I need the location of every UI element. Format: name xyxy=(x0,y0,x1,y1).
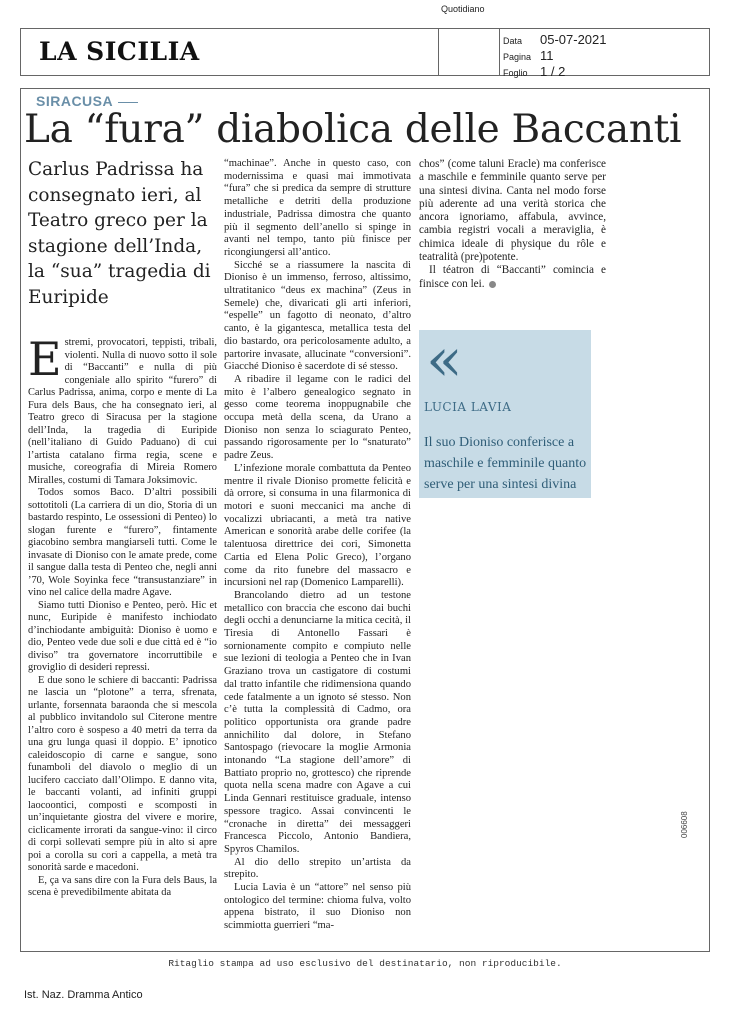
paragraph: Brancolando dietro ad un testone metallico con braccia che escono dai buchi degli occhi a denunciarne la mitica cecità, il Tiresia di Antonello Fassari è sornionamente compito e compiuto nelle sue lezioni di teologia a Penteo che in Ivan Graziano trova un castigatore di costumi dal tratto infantile che ridimensiona quando cede fatalmente a un ignoto sé stesso. Non c’è tutta la complessità di Cadmo, ora politico opportunista ora grande padre annichilito dal dolore, in Stefano Santospago (rievocare la moglie Armonia intonando “La stagione dell’amore” di Battiato proprio no, grottesco) che riprende quota nella scena madre con Agave a cui Linda Gennari restituisce graduale, intenso spessore tragico. Assai convincenti le “cronache in diretta” dei messaggeri Francesca Piccolo, Antonio Bandiera, Spyros Chamilos. xyxy=(224,589,411,855)
paragraph: Lucia Lavia è un “attore” nel senso più ontologico del termine: chioma fulva, volto appena bistrato, il suo Dioniso non scimmiotta guerrieri “ma- xyxy=(224,882,411,932)
publication-type: Quotidiano xyxy=(441,4,485,14)
drop-cap: E xyxy=(28,332,62,386)
paragraph: Siamo tutti Dioniso e Penteo, però. Hic et nunc, Euripide è manifesto inchiodato d’inchiodante ambiguità: Dioniso è uomo e dio, Penteo vede due soli e due città ed è “io diviso” tra governatore incorruttibile e groviglio di desideri repressi. xyxy=(28,599,217,673)
date-label: Data xyxy=(503,36,523,46)
subheadline: Carlus Padrissa ha consegnato ieri, al Teatro greco per la stagione dell’Inda, la “sua” tragedia di Euripide xyxy=(28,159,211,308)
section-label: SIRACUSA xyxy=(36,93,114,109)
header-divider xyxy=(438,29,439,75)
sheet-value: 1 / 2 xyxy=(540,64,566,79)
newspaper-logo: LA SICILIA xyxy=(39,37,200,66)
sheet-label: Foglio xyxy=(503,68,528,78)
paragraph: E, ça va sans dire con la Fura dels Baus, la scena è prevedibilmente abitata da xyxy=(28,874,217,898)
header-divider xyxy=(499,29,500,75)
paragraph: Al dio dello strepito un’artista da strepito. xyxy=(224,856,411,881)
pull-quote-text: Il suo Dioniso conferisce a maschile e femminile quanto serve per una sintesi divina xyxy=(424,435,587,492)
copyright-note: Ritaglio stampa ad uso esclusivo del destinatario, non riproducibile. xyxy=(168,958,562,969)
article-column-3 xyxy=(419,158,606,291)
paragraph: “machinae”. Anche in questo caso, con modernissima e quasi mai immotivata “fura” che si predica da sempre di strutture metalliche e detriti della produzione industriale, Padrissa dimostra che quanto più il segmento dell’anello si spinge in avanti nel tempo, tanto più finisce per ricongiungersi all’antico. xyxy=(224,158,411,258)
paragraph: Il téatron di “Baccanti” comincia e finisce con lei. xyxy=(419,264,606,290)
section-rule xyxy=(118,102,138,103)
article-column-1 xyxy=(28,332,217,900)
headline: La “fura” diabolica delle Baccanti xyxy=(24,107,682,152)
paragraph: Estremi, provocatori, teppisti, tribali, violenti. Nulla di nuovo sotto il sole di “Baccanti” e nulla di più congeniale allo spirito “furero” di Carlus Padrissa, anima, corpo e mente di La Fura dels Baus, che ha consegnato ieri, al Teatro greco di Siracusa per la stagione dell’Inda, la tragedia di Euripide (nell’italiano di Guido Paduano) di cui l’artista catalano firma regia, scene e musiche, coreografia di Mireia Romero Miralles, costumi di Tamara Joksimovic. xyxy=(28,332,217,486)
pull-quote-author: LUCIA LAVIA xyxy=(424,400,512,414)
paragraph: A ribadire il legame con le radici del mito è l’albero genealogico segnato in gesso come teorema inoppugnabile che occupa metà della scena, da Urano a Dioniso non senza lo sciagurato Penteo, passando rigorosamente per lo “snaturato” padre Zeus. xyxy=(224,373,411,462)
quote-mark-icon: « xyxy=(426,325,463,395)
paragraph: chos” (come taluni Eracle) ma conferisce a maschile e femminile quanto serve per una sintesi divina. Canta nel modo forse più aderente ad una verità storica che ancora ignoriamo, affabula, avvince, cambia registri vocali a meraviglia, è chimica ideale di physique du rôle e teatralità (pre)potente. xyxy=(419,158,606,264)
page-label: Pagina xyxy=(503,52,532,62)
end-mark-icon xyxy=(489,281,496,288)
date-value: 05-07-2021 xyxy=(540,32,607,47)
paragraph: Sicché se a riassumere la nascita di Dioniso è un immenso, ferroso, altissimo, ultratitanico “deus ex machina” (Zeus in Semele) che, divaricati gli arti inferiori, “espelle” un fagotto di neonato, d’altro canto, è la gigantesca, metallica testa del dio bastardo, ora pericolosamente adulto, a partorire invasate, allucinate “conversioni”. Giacché Dioniso è sacerdote di sé stesso. xyxy=(224,259,411,373)
masthead-header xyxy=(20,28,710,76)
clip-code: 006608 xyxy=(680,811,689,838)
page-value: 11 xyxy=(540,48,554,63)
paragraph: E due sono le schiere di baccanti: Padrissa ne lascia un “plotone” a terra, sfrenata, urlante, forsennata baraonda che si mescola al pubblico invitandolo sul Citerone mentre l’altro coro è sospeso a 40 metri da terra da una gru lunga quasi il doppio. E’ ipnotico caleidoscopio di carne e sangue, sono funamboli del diavolo o meglio di un lucifero cacciato dall’Olimpo. E danno vita, le baccanti volanti, ad infiniti gruppi laocoontici, composti e scomposti in un’inquietante giostra del vivere e morire, ciclicamente irrorati da sangue-vino: il circo di corpi sollevati sempre più in alto si apre poi a corolla su cori a cappella, a metà tra sonorità sarde e macedoni. xyxy=(28,674,217,873)
institution-name: Ist. Naz. Dramma Antico xyxy=(24,989,143,1001)
paragraph: Todos somos Baco. D’altri possibili sottotitoli (La carriera di un dio, Storia di un bastardo respinto, Le ossessioni di Penteo) lo slogan furente e “furero”, fintamente giacobino sembra mangiarseli tutti. Come le invasate di Dioniso con le amate prede, come il sangue dalla testa di Penteo che, negli anni ’70, Wole Soyinka fece “transustanziare” in vino nel calice della madre Agave. xyxy=(28,487,217,598)
article-column-2 xyxy=(224,158,411,933)
paragraph: L’infezione morale combattuta da Penteo mentre il rivale Dioniso promette felicità e dà orrore, si consuma in una filarmonica di motori e suoni meccanici ma anche di vocalizzi ubriacanti, a metà tra native American e sonorità arabe delle corifee (la talentuosa direttrice dei cori, Simonetta Cartia ed Elena Polic Greco), l’organo come da rito funebre del massacro e incursioni nel rap (Domenico Lamparelli). xyxy=(224,462,411,589)
